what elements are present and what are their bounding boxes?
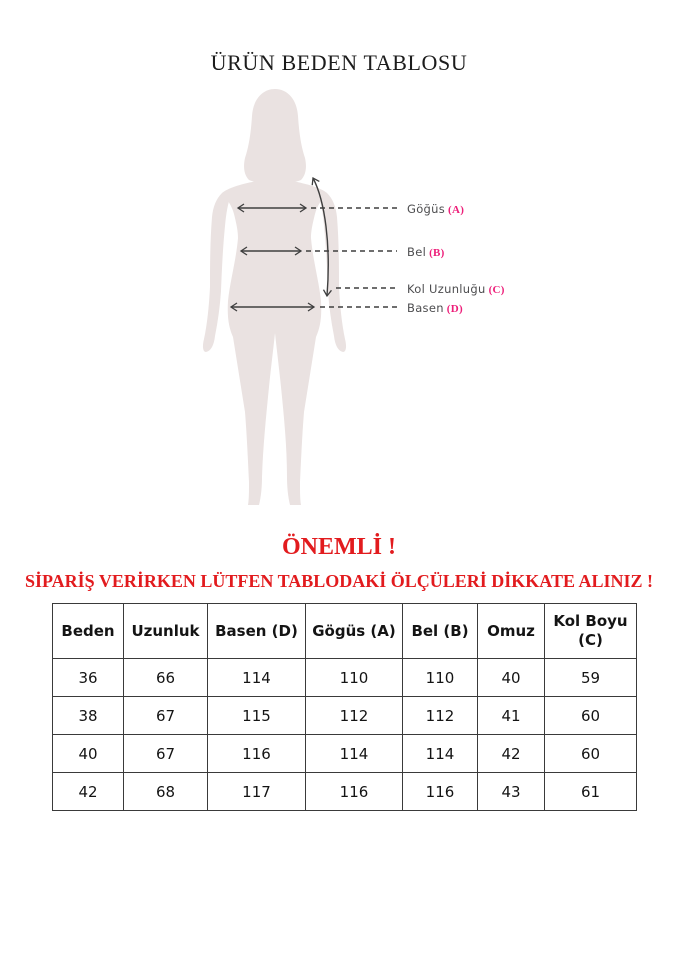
measurement-label-hip	[407, 300, 463, 316]
cell-shoulder: 40	[478, 659, 545, 697]
cell-hip: 115	[208, 697, 306, 735]
header-bel: Bel (B)	[403, 604, 478, 659]
body-silhouette-diagram	[170, 85, 400, 515]
header-basen: Basen (D)	[208, 604, 306, 659]
cell-length: 68	[124, 773, 208, 811]
cell-length: 66	[124, 659, 208, 697]
cell-length: 67	[124, 697, 208, 735]
measurement-letter-c: (C)	[488, 284, 505, 296]
cell-arm: 59	[545, 659, 637, 697]
cell-shoulder: 41	[478, 697, 545, 735]
cell-shoulder: 42	[478, 735, 545, 773]
header-kol-boyu: Kol Boyu (C)	[545, 604, 637, 659]
silhouette-left-arm	[203, 193, 231, 352]
cell-size: 42	[53, 773, 124, 811]
measurement-letter-d: (D)	[446, 303, 463, 315]
cell-waist: 112	[403, 697, 478, 735]
silhouette-right-arm	[318, 193, 346, 352]
cell-chest: 116	[306, 773, 403, 811]
cell-chest: 110	[306, 659, 403, 697]
header-uzunluk: Uzunluk	[124, 604, 208, 659]
header-gogus: Gögüs (A)	[306, 604, 403, 659]
cell-waist: 116	[403, 773, 478, 811]
header-omuz: Omuz	[478, 604, 545, 659]
female-silhouette	[203, 89, 346, 505]
measurement-label-arm-length-text: Kol Uzunluğu	[407, 282, 486, 296]
cell-size: 38	[53, 697, 124, 735]
cell-shoulder: 43	[478, 773, 545, 811]
table-row	[53, 659, 637, 697]
cell-chest: 114	[306, 735, 403, 773]
measurement-label-chest	[407, 201, 464, 217]
silhouette-torso-legs	[222, 161, 327, 505]
cell-waist: 114	[403, 735, 478, 773]
table-row	[53, 773, 637, 811]
cell-hip: 114	[208, 659, 306, 697]
cell-size: 36	[53, 659, 124, 697]
cell-arm: 60	[545, 735, 637, 773]
cell-arm: 61	[545, 773, 637, 811]
measurement-label-waist-text: Bel	[407, 245, 427, 259]
measurement-label-arm-length	[407, 281, 505, 297]
measurement-label-waist	[407, 244, 445, 260]
measurement-label-hip-text: Basen	[407, 301, 444, 315]
cell-chest: 112	[306, 697, 403, 735]
cell-length: 67	[124, 735, 208, 773]
cell-arm: 60	[545, 697, 637, 735]
measurement-label-chest-text: Göğüs	[407, 202, 446, 216]
size-table-header-row	[53, 604, 637, 659]
important-heading: ÖNEMLİ !	[282, 534, 396, 560]
header-beden: Beden	[53, 604, 124, 659]
size-table	[52, 603, 637, 811]
table-row	[53, 697, 637, 735]
table-row	[53, 735, 637, 773]
measurement-letter-a: (A)	[448, 204, 465, 216]
measurement-letter-b: (B)	[429, 247, 445, 259]
order-warning-text: SİPARİŞ VERİRKEN LÜTFEN TABLODAKİ ÖLÇÜLERİ DİKKATE ALINIZ !	[25, 571, 653, 591]
cell-hip: 117	[208, 773, 306, 811]
cell-hip: 116	[208, 735, 306, 773]
cell-waist: 110	[403, 659, 478, 697]
cell-size: 40	[53, 735, 124, 773]
page-title: ÜRÜN BEDEN TABLOSU	[210, 50, 468, 75]
